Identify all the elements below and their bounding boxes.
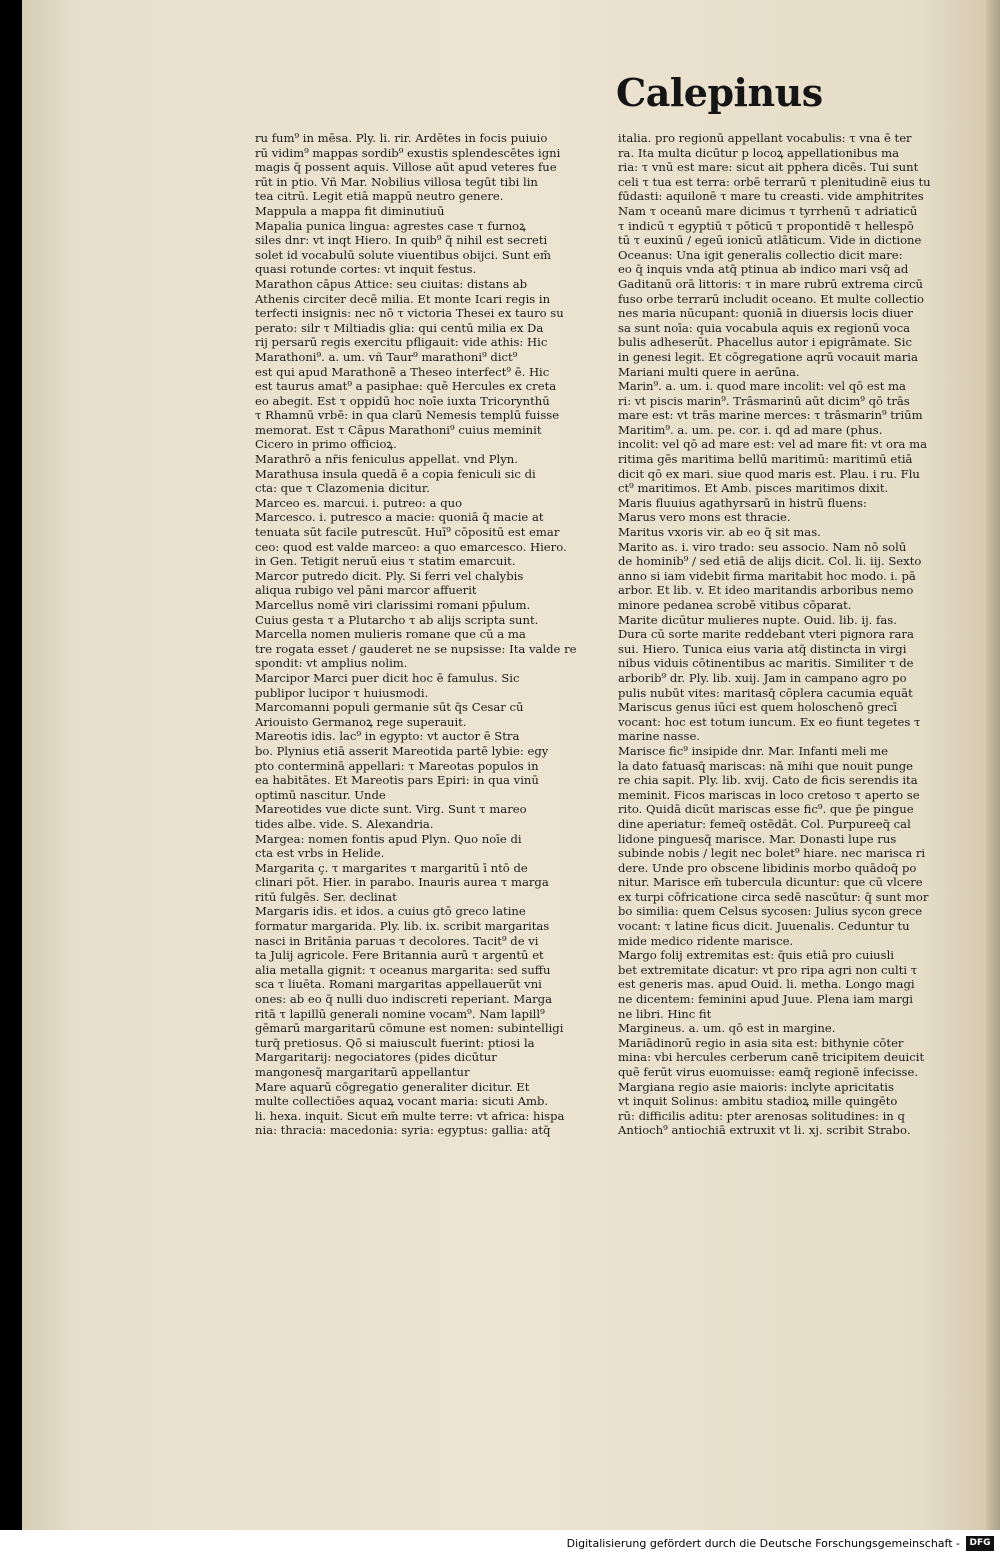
text-line: memorat. Est τ Cāpus Marathoni⁹ cuius meminit: [255, 422, 542, 437]
text-line: fūdasti: aquilonē τ mare tu creasti. vide amphitrites: [618, 189, 924, 204]
text-line: rūt in ptio. Vñ Mar. Nobilius villosa tegūt tibi lin: [255, 174, 538, 189]
text-line: Marcellus nomē viri clarissimi romani pp̄ulum.: [255, 598, 531, 612]
text-line: Marite dicūtur mulieres nupte. Ouid. lib. ij. fas.: [618, 612, 897, 627]
text-line: Mariani multi quere in aerūna.: [618, 364, 800, 379]
text-line: Mareotides vue dicte sunt. Virg. Sunt τ mareo: [255, 802, 527, 817]
text-line: ri: vt piscis marin⁹. Trāsmarinū aūt dicim⁹ qō trās: [618, 393, 910, 408]
text-line: Margo folij extremitas est: q̄uis etiā pro cuiusli: [618, 948, 894, 963]
text-line: bo. Plynius etiā asserit Mareotida partē lybie: egy: [255, 743, 549, 758]
text-line: Mappula a mappa fit diminutiuū: [255, 203, 445, 218]
text-line: dicit qō ex mari. siue quod maris est. Plau. i ru. Flu: [618, 466, 920, 481]
text-line: in genesi legit. Et cōgregatione aqrū vocauit maria: [618, 349, 918, 364]
text-line: mare est: vt trās marine merces: τ trāsmarin⁹ triūm: [618, 408, 923, 423]
text-line: incolit: vel qō ad mare est: vel ad mare fit: vt ora ma: [618, 437, 928, 452]
page-edge: [986, 0, 1000, 1530]
text-line: publipor lucipor τ huiusmodi.: [255, 685, 429, 700]
text-line: ra. Ita multa dicūtur p locoꝝ appellationibus ma: [618, 145, 900, 160]
text-line: pto conterminā appellari: τ Mareotas populos in: [255, 758, 539, 773]
text-line: Maris fluuius agathyrsarū in histrū fluens:: [618, 495, 867, 510]
text-line: terfecti insignis: nec nō τ victoria Thesei ex tauro su: [255, 306, 564, 321]
text-line: ritā τ lapillū generali nomine vocam⁹. Nam lapill⁹: [255, 1006, 545, 1021]
text-line: nes maria nūcupant: quoniā in diuersis locis diuer: [618, 306, 913, 321]
text-line: Antioch⁹ antiochiā extruxit vt li. xj. scribit Strabo.: [618, 1123, 911, 1138]
text-line: Marcipor Marci puer dicit hoc ē famulus. Sic: [255, 670, 520, 685]
text-line: anno si iam videbit firma maritabit hoc modo. i. pā: [618, 568, 916, 583]
text-line: ne dicentem: feminini apud Juue. Plena iam margi: [618, 992, 913, 1007]
text-line: ct⁹ maritimos. Et Amb. pisces maritimos dixit.: [618, 481, 889, 496]
text-line: ones: ab eo q̄ nulli duo indiscreti reperiant. Marga: [255, 992, 553, 1007]
text-line: Marathrō a nr̄is feniculus appellat. vnd Plyn.: [255, 452, 518, 467]
text-line: marine nasse.: [618, 729, 700, 744]
text-line: ritū fulgēs. Ser. declinat: [255, 889, 397, 904]
text-line: Maritus vxoris vir. ab eo q̄ sit mas.: [618, 525, 821, 540]
text-line: arbor. Et lib. v. Et ideo maritandis arboribus nemo: [618, 583, 914, 598]
text-line: meminit. Ficos mariscas in loco cretoso τ aperto se: [618, 787, 920, 802]
text-line: Margaritarij: negociatores (pides dicūtur: [255, 1050, 497, 1065]
text-line: mangonesq̄ margaritarū appellantur: [255, 1065, 470, 1079]
text-line: cta est vrbs in Helide.: [255, 846, 385, 861]
text-line: ru fum⁹ in mēsa. Ply. li. rir. Ardētes in focis puiuio: [255, 131, 548, 145]
text-line: fuso orbe terrarū includit oceano. Et multe collectio: [618, 291, 925, 306]
text-line: multe collectiōes aquaꝝ vocant maria: sicuti Amb.: [255, 1094, 549, 1109]
text-line: Nam τ oceanū mare dicimus τ tyrrhenū τ adriaticū: [618, 203, 918, 218]
text-line: Marin⁹. a. um. i. quod mare incolit: vel qō est ma: [618, 379, 906, 394]
text-line: perato: silr τ Miltiadis glia: qui centū milia ex Da: [255, 320, 544, 335]
text-line: Marcomanni populi germanie sūt q̄s Cesar cū: [255, 700, 524, 715]
text-line: arborib⁹ dr. Ply. lib. xuij. Jam in campano agro po: [618, 670, 907, 685]
text-line: vocant: hoc est totum iuncum. Ex eo fiunt tegetes τ: [618, 714, 921, 729]
right-column: [618, 131, 974, 1138]
text-line: aliqua rubigo vel pāni marcor affuerit: [255, 583, 477, 598]
text-line: Mare aquarū cōgregatio generaliter dicitur. Et: [255, 1079, 530, 1094]
text-line: Marus vero mons est thracie.: [618, 510, 791, 525]
text-line: lidone pinguesq̄ marisce. Mar. Donasti lupe rus: [618, 831, 897, 846]
scan-border: [0, 0, 22, 1530]
text-line: gēmarū margaritarū cōmune est nomen: subintelligi: [255, 1021, 564, 1036]
text-line: est taurus amat⁹ a pasiphae: quē Hercules ex creta: [255, 379, 557, 394]
text-line: cta: que τ Clazomenia dicitur.: [255, 481, 430, 496]
text-line: nitur. Marisce em̄ tubercula dicuntur: que cū vlcere: [618, 875, 923, 890]
text-line: Marcor putredo dicit. Ply. Si ferri vel chalybis: [255, 568, 524, 583]
text-line: celi τ tua est terra: orbē terrarū τ plenitudinē eius tu: [618, 174, 931, 189]
text-line: Marathusa insula quedā ē a copia feniculi sic di: [255, 466, 536, 481]
text-line: quē ferūt virus euomuisse: eamq̄ regionē infecisse.: [618, 1065, 919, 1079]
text-line: magis q̄ possent aquis. Villose aūt apud veteres fue: [255, 160, 557, 175]
text-line: Margaris idis. et idos. a cuius gtō greco latine: [255, 904, 526, 919]
text-line: Margineus. a. um. qō est in margine.: [618, 1021, 836, 1036]
text-line: eo q̄ inquis vnda atq̄ ptinua ab indico mari vsq̄ ad: [618, 262, 909, 277]
text-line: Ariouisto Germanoꝝ rege superauit.: [255, 714, 467, 729]
text-line: Mariscus genus iūci est quem holoschenō grecī: [618, 700, 898, 715]
text-line: Cuius gesta τ a Plutarcho τ ab alijs scripta sunt.: [255, 612, 539, 627]
text-line: ne libri. Hinc fit: [618, 1006, 712, 1021]
text-line: dine aperiatur: femeq̄ ostēdāt. Col. Purpureeq̄ cal: [618, 816, 911, 831]
text-line: sui. Hiero. Tunica eius varia atq̄ distincta in virgi: [618, 641, 907, 656]
text-line: rū vidim⁹ mappas sordib⁹ exustis splendescētes igni: [255, 145, 561, 160]
text-line: nia: thracia: macedonia: syria: egyptus: gallia: atq̄: [255, 1123, 551, 1138]
text-line: bet extremitate dicatur: vt pro ripa agri non culti τ: [618, 962, 918, 977]
text-line: ceo: quod est valde marceo: a quo emarcesco. Hiero.: [255, 539, 567, 554]
text-line: rito. Quidā dicūt mariscas esse fic⁹. que p̄e pingue: [618, 802, 914, 817]
text-line: Margarita ç. τ margarites τ margaritū ī ntō de: [255, 860, 528, 875]
text-line: est generis mas. apud Ouid. li. metha. Longo magi: [618, 977, 915, 992]
text-line: ea habitātes. Et Mareotis pars Epiri: in qua vinū: [255, 773, 539, 788]
text-line: clinari pōt. Hier. in parabo. Inauris aurea τ marga: [255, 875, 549, 890]
funding-notice: Digitalisierung gefördert durch die Deutsche Forschungsgemeinschaft -: [566, 1537, 960, 1550]
text-line: ria: τ vnū est mare: sicut ait pphera dicēs. Tui sunt: [618, 160, 919, 175]
text-line: Mapalia punica lingua: agrestes case τ furnoꝝ: [255, 218, 526, 233]
running-head: Calepinus: [616, 70, 823, 115]
text-line: Marisce fic⁹ insipide dnr. Mar. Infanti meli me: [618, 743, 889, 758]
text-line: ritima gēs maritima bellū maritimū: maritimū etiā: [618, 452, 913, 467]
text-line: tides albe. vide. S. Alexandria.: [255, 816, 434, 831]
text-line: Marito as. i. viro trado: seu associo. Nam nō solū: [618, 539, 907, 554]
text-line: solet id vocabulū solute viuentibus obijci. Sunt em̄: [255, 247, 551, 262]
text-line: tū τ euxinū / egeū ionicū atlāticum. Vide in dictione: [618, 233, 922, 248]
text-line: Maritim⁹. a. um. pe. cor. i. qd ad mare (phus.: [618, 422, 883, 437]
text-line: siles dnr: vt inqt Hiero. In quib⁹ q̄ nihil est secreti: [255, 233, 548, 248]
text-line: mina: vbi hercules cerberum canē tricipitem deuicit: [618, 1050, 925, 1065]
text-line: Cicero in primo officioꝝ.: [255, 437, 397, 452]
text-line: ex turpi cōfricatione circa sedē nascūtur: q̄ sunt mor: [618, 889, 929, 904]
text-line: quasi rotunde cortes: vt inquit festus.: [255, 262, 477, 277]
text-line: alia metalla gignit: τ oceanus margarita: sed suffu: [255, 962, 551, 977]
text-line: sa sunt noīa: quia vocabula aquis ex regionū voca: [618, 320, 911, 335]
text-line: tenuata sūt facile putrescūt. Huī⁹ cōpositū est emar: [255, 525, 560, 540]
text-line: Mariādinorū regio in asia sita est: bithynie cōter: [618, 1035, 904, 1050]
text-line: ta Julij agricole. Fere Britannia aurū τ argentū et: [255, 948, 544, 963]
text-line: Marathoni⁹. a. um. vñ Taur⁹ marathoni⁹ dict⁹: [255, 349, 518, 364]
text-line: in Gen. Tetigit neruū eius τ statim emarcuit.: [255, 554, 516, 569]
text-line: Marcesco. i. putresco a macie: quoniā q̄ macie at: [255, 510, 544, 525]
text-line: italia. pro regionū appellant vocabulis: τ vna ē ter: [618, 131, 912, 145]
text-line: mide medico ridente marisce.: [618, 933, 794, 948]
text-line: pulis nubūt vites: maritasq̄ cōplera cacumia equāt: [618, 685, 913, 700]
text-line: bulis adheserūt. Phacellus autor i epigrāmate. Sic: [618, 335, 912, 350]
text-line: sca τ liuēta. Romani margaritas appellauerūt vni: [255, 977, 542, 992]
text-line: spondit: vt amplius nolim.: [255, 656, 408, 671]
text-line: dere. Unde pro obscene libidinis morbo quādoq̄ po: [618, 860, 917, 875]
text-line: Marceo es. marcui. i. putreo: a quo: [255, 495, 463, 510]
text-line: Margiana regio asie maioris: inclyte apricitatis: [618, 1079, 894, 1094]
text-line: vt inquit Solinus: ambitu stadioꝝ mille quingēto: [618, 1094, 898, 1109]
text-line: Marathon cāpus Attice: seu ciuitas: distans ab: [255, 276, 528, 291]
text-line: vocant: τ latine ficus dicit. Juuenalis. Ceduntur tu: [618, 919, 910, 934]
text-line: nibus viduis cōtinentibus ac maritis. Similiter τ de: [618, 656, 914, 671]
text-line: rij persarū regis exercitu pfligauit: vide athis: Hic: [255, 335, 548, 350]
text-line: est qui apud Marathonē a Theseo interfect⁹ ē. Hic: [255, 364, 550, 379]
text-line: Dura cū sorte marite reddebant vteri pignora rara: [618, 627, 914, 642]
text-line: eo abegit. Est τ oppidū hoc noīe iuxta Tricorynthū: [255, 393, 550, 408]
text-line: minore pedanea scrobē vitibus cōparat.: [618, 598, 852, 612]
text-line: tre rogata esset / gauderet ne se nupsisse: Ita valde re: [255, 641, 577, 656]
text-line: la dato fatuasq̄ mariscas: nā mihi que nouit punge: [618, 758, 913, 773]
text-line: τ indicū τ egyptiū τ pōticū τ propontidē τ hellespō: [618, 218, 914, 233]
footer-bar: [0, 1530, 1000, 1558]
text-line: Mareotis idis. lac⁹ in egypto: vt auctor ē Stra: [255, 729, 520, 744]
text-line: rū: difficilis aditu: pter arenosas solitudines: in q: [618, 1108, 905, 1123]
text-line: subinde nobis / legit nec bolet⁹ hiare. nec marisca ri: [618, 846, 926, 861]
text-line: tea citrū. Legit etiā mappū neutro genere.: [255, 189, 504, 204]
text-line: li. hexa. inquit. Sicut em̄ multe terre: vt africa: hispa: [255, 1108, 565, 1123]
dfg-logo: DFG: [966, 1536, 994, 1551]
text-line: formatur margarida. Ply. lib. ix. scribit margaritas: [255, 919, 550, 934]
text-line: Marcella nomen mulieris romane que cū a ma: [255, 627, 526, 642]
left-column: [255, 131, 607, 1138]
text-line: re chia sapit. Ply. lib. xvij. Cato de ficis serendis ita: [618, 773, 918, 788]
text-line: optimū nascitur. Unde: [255, 787, 386, 802]
text-line: Margea: nomen fontis apud Plyn. Quo noīe di: [255, 831, 522, 846]
text-line: nasci in Britānia paruas τ decolores. Tacit⁹ de vi: [255, 933, 539, 948]
text-line: Oceanus: Una igit generalis collectio dicit mare:: [618, 247, 903, 262]
text-line: turq̄ pretiosus. Qō si maiuscult fuerint: ptiosi la: [255, 1035, 535, 1050]
text-line: de hominib⁹ / sed etiā de alijs dicit. Col. li. iij. Sexto: [618, 554, 922, 569]
text-line: Athenis circiter decē milia. Et monte Icari regis in: [255, 291, 551, 306]
text-line: τ Rhamnū vrbē: in qua clarū Nemesis templū fuisse: [255, 408, 560, 423]
text-line: bo similia: quem Celsus sycosen: Julius sycon grece: [618, 904, 923, 919]
text-line: Gaditanū orā littoris: τ in mare rubrū extrema circū: [618, 276, 923, 291]
